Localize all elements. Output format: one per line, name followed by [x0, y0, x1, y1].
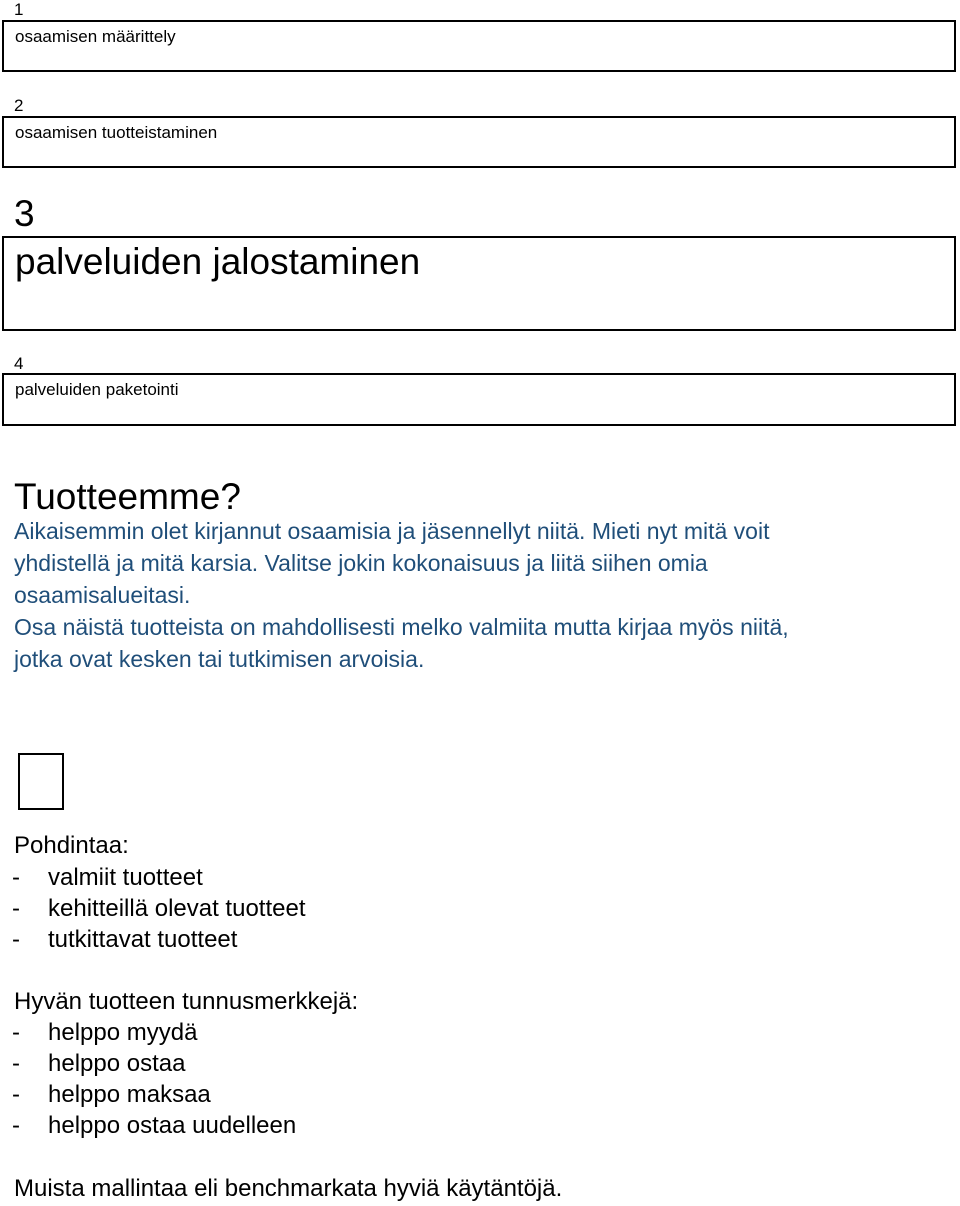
good-product-title: Hyvän tuotteen tunnusmerkkejä:: [14, 988, 359, 1015]
step-2-number: 2: [14, 96, 24, 115]
reflection-item-3: tutkittavat tuotteet: [48, 926, 238, 953]
reflection-item-2: kehitteillä olevat tuotteet: [48, 895, 306, 922]
step-1-number: 1: [14, 0, 24, 19]
step-3-box[interactable]: [2, 236, 956, 331]
step-1-box[interactable]: [2, 20, 956, 72]
page-title: Tuotteemme?: [14, 476, 241, 517]
paragraph-line-5: jotka ovat kesken tai tutkimisen arvoisia.: [14, 646, 425, 672]
paragraph-line-3: osaamisalueitasi.: [14, 582, 191, 608]
reflection-item-1: valmiit tuotteet: [48, 864, 203, 891]
paragraph-line-2: yhdistellä ja mitä karsia. Valitse jokin kokonaisuus ja liitä siihen omia: [14, 550, 708, 576]
paragraph-line-1: Aikaisemmin olet kirjannut osaamisia ja jäsennellyt niitä. Mieti nyt mitä voit: [14, 518, 770, 544]
step-4-box[interactable]: [2, 373, 956, 426]
list-dash: -: [12, 926, 20, 953]
good-product-item-4: helppo ostaa uudelleen: [48, 1112, 297, 1139]
list-dash: -: [12, 864, 20, 891]
step-4-label: palveluiden paketointi: [15, 380, 179, 399]
list-dash: -: [12, 1112, 20, 1139]
list-dash: -: [12, 1081, 20, 1108]
step-4-number: 4: [14, 354, 24, 373]
list-dash: -: [12, 1019, 20, 1046]
list-dash: -: [12, 1050, 20, 1077]
step-3-label: palveluiden jalostaminen: [15, 241, 421, 282]
good-product-item-3: helppo maksaa: [48, 1081, 211, 1108]
step-1-label: osaamisen määrittely: [15, 27, 176, 46]
step-2-box[interactable]: [2, 116, 956, 168]
footer-note: Muista mallintaa eli benchmarkata hyviä käytäntöjä.: [14, 1175, 563, 1202]
step-2-label: osaamisen tuotteistaminen: [15, 123, 218, 142]
good-product-item-1: helppo myydä: [48, 1019, 198, 1046]
paragraph-line-4: Osa näistä tuotteista on mahdollisesti melko valmiita mutta kirjaa myös niitä,: [14, 614, 789, 640]
list-dash: -: [12, 895, 20, 922]
step-3-number: 3: [14, 193, 35, 234]
good-product-item-2: helppo ostaa: [48, 1050, 186, 1077]
empty-checkbox[interactable]: [18, 753, 64, 810]
reflection-title: Pohdintaa:: [14, 832, 129, 859]
